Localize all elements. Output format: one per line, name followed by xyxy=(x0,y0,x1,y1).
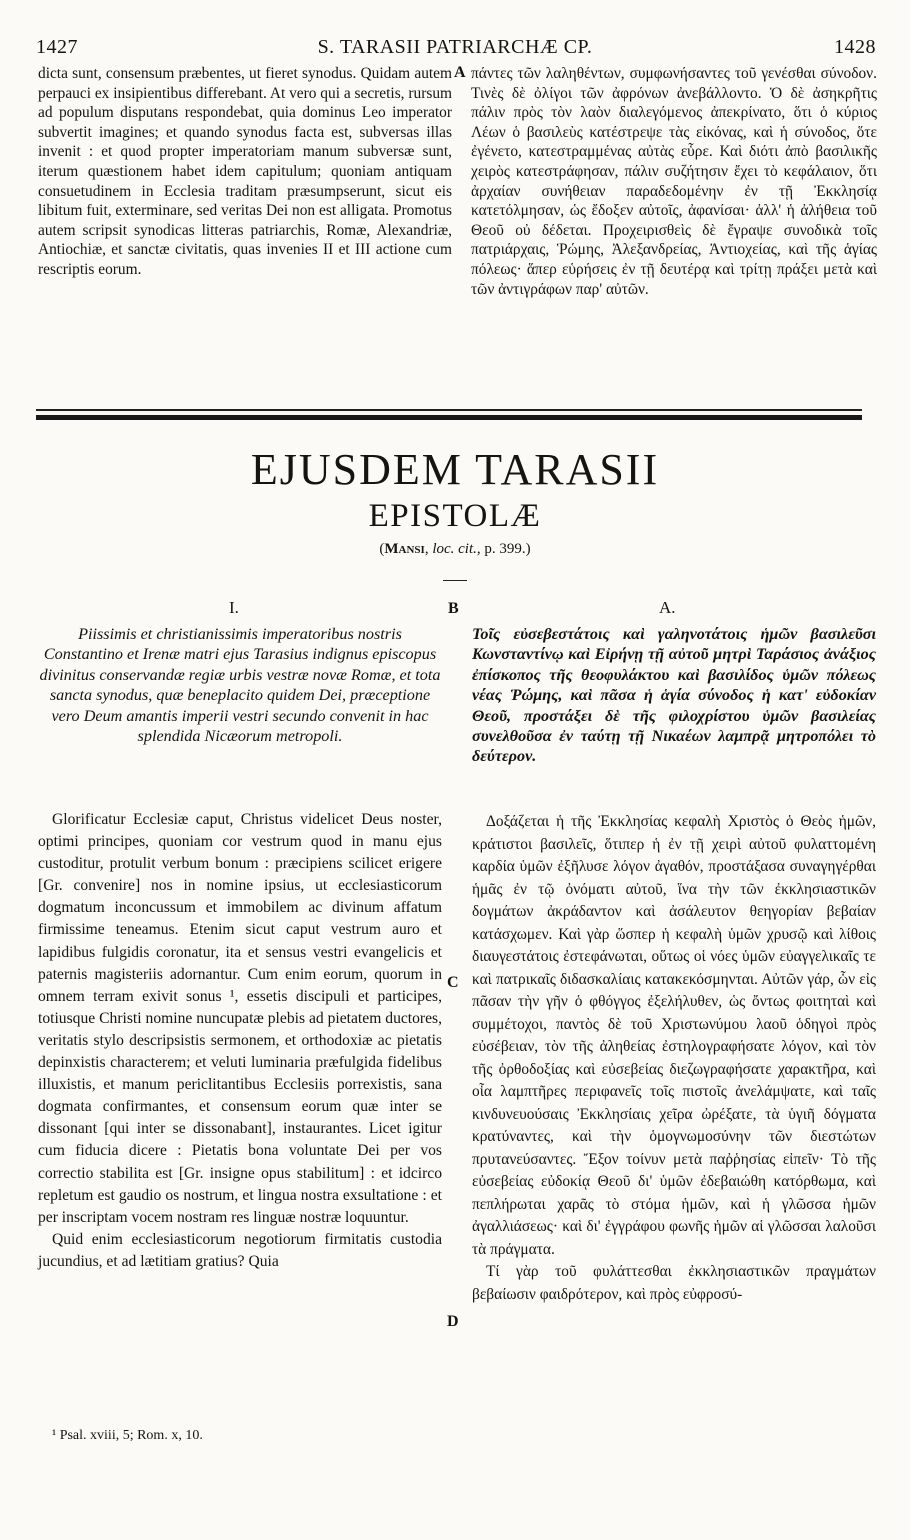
greek-address: Τοῖς εὐσεβεστάτοις καὶ γαληνοτάτοις ἡμῶν βασιλεῦσι Κωνσταντίνῳ καὶ Εἰρήνῃ τῇ αὐτοῦ μητρὶ Ταράσιος ἀνάξιος ἐπίσκοπος τῆς θεοφυλάκτου καὶ βασιλίδος ὑμῶν πόλεως νέας Ῥώμης, καὶ πᾶσα ἡ ἁγία σύνοδος ἡ κατ' εὐδοκίαν Θεοῦ, προστάξει δὲ τῆς φιλοχρίστου ὑμῶν βασιλείας συνελθοῦσα ἐν ταύτῃ τῇ Νικαέων λαμπρᾷ μητροπόλει τὸ δεύτερον. xyxy=(472,625,876,766)
latin-address: Piissimis et christianissimis imperatoribus nostris Constantino et Irenæ matri ejus Tarasius indignus episcopus divinitus conservandæ regiæ urbis vestræ novæ Romæ, et tota sancta synodus, quæ beneplacito quidem Dei, præceptione vero Deum amantis imperii vestri secundo convenit in hac splendida Nicæorum metropoli. xyxy=(39,625,441,746)
margin-marker-c: C xyxy=(447,974,459,991)
greek-letter-number: Α. xyxy=(659,598,676,617)
source-name: Mansi xyxy=(384,541,425,557)
latin-letter-number: I. xyxy=(229,598,239,617)
footnote: ¹ Psal. xviii, 5; Rom. x, 10. xyxy=(52,1428,203,1443)
top-latin-text: dicta sunt, consensum præbentes, ut fieret synodus. Quidam autem perpauci ex insipientibus differebant. At vero qui a secretis, rursum ad populum disputans respondebat, quia dominus Leo imperator subvertit imagines; et quando synodus facta est, subversas illas invenit : et quod propter imperatoriam manum subversæ sunt, iterum quæstionem habet idem capitulum; quoniam antiquam consuetudinem in Ecclesia traditam præsumpserunt, sicut eis libitum fuit, exterminare, sed veritas Dei non est alligata. Promotus autem scripsit synodicas litteras patriarchis, Romæ, Alexandriæ, Antiochiæ, et sanctæ civitatis, quas invenies II et III actione cum rescriptis eorum. xyxy=(38,65,452,278)
greek-body-column xyxy=(472,811,876,1306)
divider-thick xyxy=(36,415,862,420)
margin-marker-d: D xyxy=(447,1313,459,1330)
heading-subtitle: EPISTOLÆ xyxy=(368,498,542,534)
divider-thin xyxy=(36,409,862,411)
heading-short-rule xyxy=(443,580,467,581)
latin-body-column xyxy=(38,809,442,1273)
latin-paragraph-1: Glorificatur Ecclesiæ caput, Christus videlicet Deus noster, optimi principes, quoniam cor vestrum quod in manu ejus custoditur, protulit verbum bonum : præcipiens scilicet erigere [Gr. convenire] nos in nomine ipsius, ut ecclesiasticorum dogmatum inconcussum et immobilem ac divinum affatum firmissime teneamus. Etenim sicut caput vestrum auro et lapidibus fulgidis coronatur, ita et sensus vestri evangelicis et paternis magisteriis adornantur. Cum enim eorum, quorum in omnem terram exivit sonus ¹, essetis discipuli et participes, totiusque Christi nomine nuncupatæ plebis ad pietatem ductores, veritatis stylo descripsistis sermonem, et orthodoxiæ ac pietatis depinxistis characterem; et veluti luminaria præfulgida fidelibus illuxistis, et manum periclitantibus Ecclesiis porrexistis, sana dogmata confirmantes, et consensum eorum quæ inter se dissonant [qui inter se dissonabant], instaurantes. Licet igitur cum fiducia dicere : Pietatis bona voluntate Dei per vos correctio stabilita est [Gr. insigne opus stabilitum] : et idcirco repletum est gaudio os nostrum, et lingua nostra exsultatione : et per inscriptam vocem nostram res linguæ nostræ loquuntur. xyxy=(38,811,442,1226)
top-greek-text: πάντες τῶν λαληθέντων, συμφωνήσαντες τοῦ γενέσθαι σύνοδον. Τινὲς δὲ ὀλίγοι τῶν ἀφρόνων ἀνεβάλλοντο. Ὁ δὲ ἀσηκρῆτις πάλιν πρὸς τὸν λαὸν διαλεγόμενος ἀπεκρίνατο, ὅτι ὁ κύριος Λέων ὁ βασιλεὺς κατέστρεψε τὰς εἰκόνας, καὶ ἡ σύνοδος, ὅτε ἐγένετο, κατεστραμμένας αὐτὰς εὗρε. Καὶ διότι ἀπὸ βασιλικῆς χειρὸς κατεστράφησαν, πάλιν συζήτησιν ἔχει τὸ κεφάλαιον, ὅτι ἀρχαίαν συνήθειαν παραδεδομένην ἐν τῇ Ἐκκλησίᾳ κατετόλμησαν, ὡς ἔδοξεν αὐτοῖς, ἀφανίσαι· ἀλλ' ἡ ἀλήθεια τοῦ Θεοῦ οὐ δέδεται. Προχειρισθεὶς δὲ ἔγραψε συνοδικὰ τοῖς πατριάρχαις, Ῥώμης, Ἀλεξανδρείας, Ἀντιοχείας, καὶ τῆς ἁγίας πόλεως· ἅπερ εὑρήσεις ἐν τῇ δευτέρᾳ καὶ τρίτῃ πράξει μετὰ καὶ τῶν ἀντιγράφων παρ' αὐτῶν. xyxy=(471,65,877,298)
margin-marker-b: B xyxy=(448,600,459,617)
heading-title: EJUSDEM TARASII xyxy=(250,445,660,494)
top-latin-column xyxy=(38,64,452,280)
source-page: , p. 399.) xyxy=(476,541,531,557)
greek-paragraph-2: Τί γὰρ τοῦ φυλάττεσθαι ἐκκλησιαστικῶν πραγμάτων βεβαίωσιν φαιδρότερον, καὶ πρὸς εὐφροσύ- xyxy=(472,1263,876,1303)
source-open: ( xyxy=(379,541,385,557)
page-number-right: 1428 xyxy=(834,36,876,58)
top-greek-column xyxy=(471,64,877,299)
margin-marker-a: A xyxy=(454,64,466,81)
greek-paragraph-1: Δοξάζεται ἡ τῆς Ἐκκλησίας κεφαλὴ Χριστὸς ὁ Θεὸς ἡμῶν, κράτιστοι βασιλεῖς, ὅτιπερ ἡ ἐν τῇ χειρὶ αὐτοῦ φυλαττομένη καρδία ὑμῶν ἐξῆλυσε λόγον ἀγαθόν, προστάξασα συναγηγέρθαι ἡμᾶς ἐν τῷ ὀνόματι αὐτοῦ, ἵνα τὴν τῶν ἐκκλησιαστικῶν δογμάτων ἀκράδαντον καὶ ἀσάλευτον θεηγορίαν βεβαίαν κατάσχωμεν. Καὶ γὰρ ὥσπερ ἡ κεφαλὴ ὑμῶν χρυσῷ καὶ λίθοις διαυγεστάτοις ἐστεφάνωται, οὕτως οἱ νόες ὑμῶν εὐαγγελικαῖς τε καὶ πατρικαῖς διδασκαλίαις κατακεκόσμηνται. Αὐτῶν γάρ, ὧν εἰς πᾶσαν τὴν γῆν ὁ φθόγγος ἐξελήλυθεν, ὡς ὄντως φοιτηταὶ καὶ συμμέτοχοι, παντὸς δὲ τοῦ Χριστωνύμου λαοῦ ὁδηγοὶ πρὸς εὐσέβειαν, τὸν τῆς ἀληθείας ἐστηλογραφήσατε λόγον, καὶ τὸν τῆς ὀρθοδοξίας καὶ εὐσεβείας διεζωγραφήσατε χαρακτῆρα, καὶ οἷα λαμπτῆρες περιφανεῖς τοῖς πιστοῖς ἀνελάμψατε, καὶ ταῖς κινδυνευούσαις Ἐκκλησίαις χεῖρα ὠρέξατε, τὰ ὑγιῆ δόγματα κρατύναντες, καὶ τὴν ὁμογνωμοσύνην τῶν διεστώτων πρυτανεύσαντες. Ἔξον τοίνυν μετὰ παῤῥησίας εἰπεῖν· Τὸ τῆς εὐσεβείας εὐδοκίᾳ Θεοῦ δι' ὑμῶν ἐδεβαιώθη κατόρθωμα, καὶ πεπλήρωται χαρᾶς τὸ στόμα ἡμῶν, καὶ ἡ γλῶσσα ἡμῶν ἀγαλλιάσεως· καὶ δι' ἐγγράφου φωνῆς ἡμῶν αἱ γλῶσσαι λαλοῦσι τὰ πράγματα. xyxy=(472,813,876,1258)
latin-paragraph-2: Quid enim ecclesiasticorum negotiorum firmitatis custodia jucundius, et ad lætitiam gratius? Quia xyxy=(38,1230,442,1270)
running-title: S. TARASII PATRIARCHÆ CP. xyxy=(317,36,593,58)
source-location: loc. cit. xyxy=(432,541,477,557)
heading-source: (Mansi, loc. cit., p. 399.) xyxy=(379,541,531,557)
page-number-left: 1427 xyxy=(36,36,78,58)
